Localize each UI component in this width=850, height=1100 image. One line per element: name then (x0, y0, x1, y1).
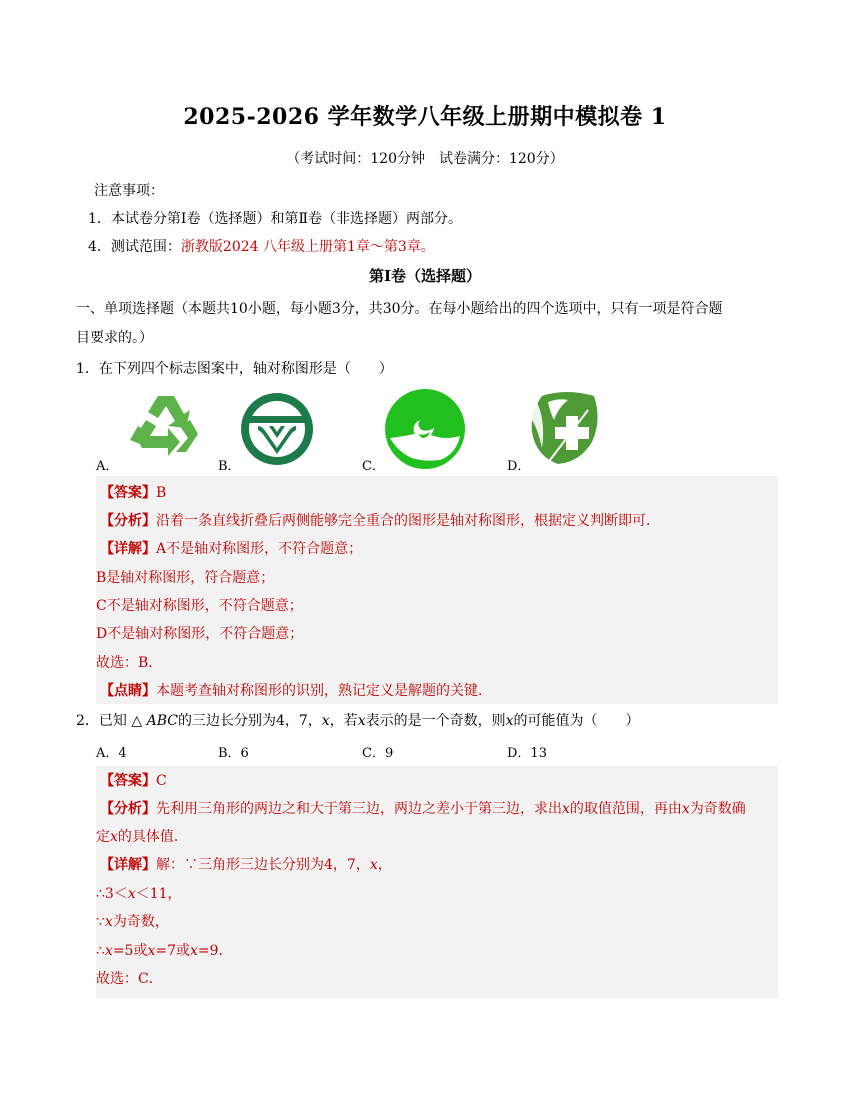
q2-detail1-x: x (369, 857, 378, 873)
q2-analysis-l1-a: 先利用三角形的两边之和大于第三边，两边之差小于第三边，求出 (156, 801, 562, 817)
section-desc-line-2: 目要求的。） (76, 330, 153, 346)
notice-heading: 注意事项： (94, 183, 164, 199)
q1-answer-line (100, 482, 166, 502)
q2-stem-x3: x (505, 713, 514, 729)
q2-analysis-line-1 (100, 798, 746, 818)
q2-detail-line-1 (100, 854, 392, 874)
q2-analysis-l2-x: x (110, 829, 118, 845)
q1-option-a[interactable]: A． (96, 459, 119, 474)
q1-option-c[interactable]: C． (362, 459, 385, 474)
q1-stem: 1．在下列四个标志图案中，轴对称图形是（ ） (76, 361, 393, 377)
q2-detail4-c: =7或 (155, 943, 191, 959)
notice-item-1 (88, 208, 462, 228)
notice-item-1-text: 本试卷分第Ⅰ卷（选择题）和第Ⅱ卷（非选择题）两部分。 (110, 211, 462, 227)
notice-item-2 (88, 236, 435, 256)
q1-detail-line-1 (100, 538, 362, 558)
q2-analysis-tag: 【分析】 (100, 801, 156, 817)
q2-analysis-l1-x2: x (681, 801, 690, 817)
q2-detail2-x: x (127, 886, 136, 902)
q2-detail4-a: ∴ (96, 943, 105, 959)
q2-stem-mid: 的三边长分别为4，7， (177, 713, 322, 729)
q2-option-c[interactable]: C．9 (362, 746, 394, 761)
leaf-cross-logo-icon (528, 390, 602, 466)
q2-detail4-x3: x (190, 943, 198, 959)
q2-detail-tag: 【详解】 (100, 857, 156, 873)
q2-analysis-l2-b: 的具体值． (117, 829, 188, 845)
q1-answer-value: B (156, 485, 167, 501)
q2-detail1-a: 解：∵三角形三边长分别为4，7， (156, 857, 370, 873)
q1-point-tag: 【点睛】 (100, 683, 156, 699)
q2-detail4-b: =5或 (112, 943, 148, 959)
q1-option-b[interactable]: B． (218, 459, 241, 474)
notice-item-1-num: 1． (88, 211, 111, 227)
q2-detail3-a: ∵ (96, 914, 105, 930)
q2-analysis-l2-a: 定 (96, 829, 110, 845)
q2-detail2-a: ∴3＜ (96, 886, 128, 902)
q1-detail-3: C不是轴对称图形，不符合题意； (96, 598, 303, 614)
section-title: 第Ⅰ卷（选择题） (368, 267, 482, 285)
q2-stem (76, 710, 640, 730)
q1-analysis-tag: 【分析】 (100, 513, 156, 529)
q2-option-d[interactable]: D．13 (507, 746, 547, 761)
exam-info: （考试时间：120分钟 试卷满分：120分） (286, 151, 564, 167)
q1-answer-tag: 【答案】 (100, 485, 156, 501)
q2-stem-mid3: 表示的是一个奇数，则 (365, 713, 506, 729)
green-food-logo-icon (240, 392, 314, 466)
q2-stem-pre: 2．已知 △ (76, 713, 147, 729)
notice-item-2-range: 浙教版2024 八年级上册第1章～第3章。 (180, 239, 435, 255)
section-desc-line-1: 一、单项选择题（本题共10小题，每小题3分，共30分。在每小题给出的四个选项中，只有一项是符合题 (76, 301, 723, 317)
q1-detail-5: 故选：B． (96, 655, 163, 671)
q1-detail-2: B是轴对称图形，符合题意； (96, 570, 275, 586)
q2-analysis-l1-c: 为奇数确 (689, 801, 746, 817)
notice-item-2-prefix: 测试范围： (110, 239, 181, 255)
q1-detail-tag: 【详解】 (100, 541, 156, 557)
q2-stem-mid2: ，若 (329, 713, 358, 729)
q2-analysis-l1-x: x (562, 801, 570, 817)
q2-stem-x1: x (321, 713, 330, 729)
q2-detail-line-4 (96, 940, 233, 960)
q2-detail-line-3 (96, 911, 169, 931)
q2-detail4-x2: x (147, 943, 156, 959)
q2-answer-tag: 【答案】 (100, 773, 156, 789)
q2-stem-abc: ABC (146, 713, 178, 729)
page-title: 2025-2026 学年数学八年级上册期中模拟卷 1 (183, 104, 667, 130)
q2-answer-value: C (156, 773, 167, 789)
notice-item-2-num: 4． (88, 239, 111, 255)
q1-point-line (100, 680, 492, 700)
q2-detail4-x1: x (104, 943, 113, 959)
q2-detail3-b: 为奇数， (112, 914, 169, 930)
recycle-logo-icon (128, 392, 204, 464)
q2-stem-end: 的可能值为（ ） (513, 713, 640, 729)
q2-detail1-b: ， (377, 857, 392, 873)
water-drop-logo-icon (384, 388, 466, 470)
q1-analysis-line (100, 510, 660, 530)
q2-detail3-x: x (104, 914, 113, 930)
q1-point-text: 本题考查轴对称图形的识别，熟记定义是解题的关键． (156, 683, 492, 699)
q1-option-d[interactable]: D． (507, 459, 531, 474)
q1-detail-1: A不是轴对称图形，不符合题意； (156, 541, 363, 557)
q2-answer-line (100, 770, 167, 790)
q2-detail-line-5: 故选：C． (96, 971, 163, 987)
q1-analysis-text: 沿着一条直线折叠后两侧能够完全重合的图形是轴对称图形，根据定义判断即可． (156, 513, 660, 529)
q2-option-a[interactable]: A．4 (96, 746, 127, 761)
q2-option-b[interactable]: B．6 (218, 746, 249, 761)
q2-analysis-l1-b: 的取值范围，再由 (569, 801, 682, 817)
q2-detail4-d: =9． (197, 943, 233, 959)
q2-stem-x2: x (357, 713, 366, 729)
q2-detail2-b: ＜11， (135, 886, 182, 902)
q2-analysis-line-2 (96, 826, 188, 846)
q1-detail-4: D不是轴对称图形，不符合题意； (96, 626, 304, 642)
q2-detail-line-2 (96, 883, 182, 903)
